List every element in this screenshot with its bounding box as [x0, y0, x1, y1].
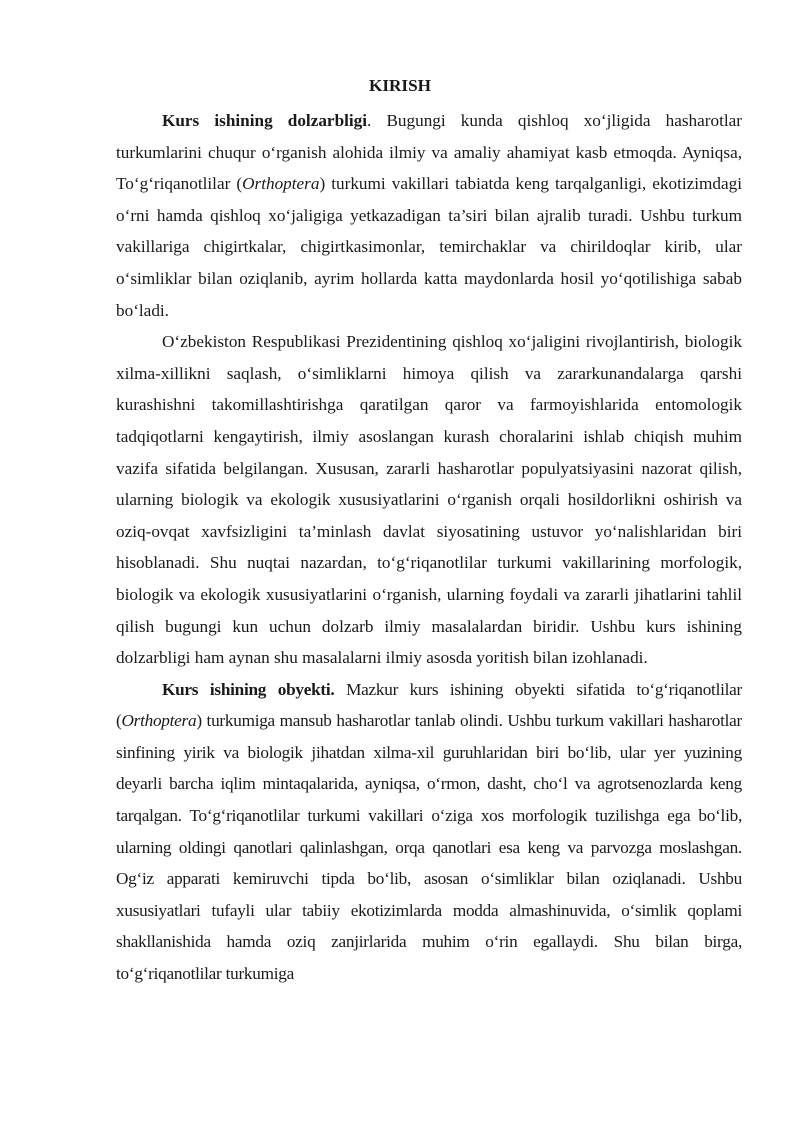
section-heading: KIRISH — [368, 76, 432, 95]
paragraph-policy: O‘zbekiston Respublikasi Prezidentining qishloq xo‘jaligini rivojlantirish, biologik xilma-xillikni saqlash, o‘simliklarni himoya qilish va zararkunandalarga qarshi kurashishni takomillashtirishga qaratilgan qaror va farmoyishlarida entomologik tadqiqotlarni kengaytirish, ilmiy asoslangan kurash choralarini ishlab chiqish muhim vazifa sifatida belgilangan. Xususan, zararli hasharotlar populyatsiyasini nazorat qilish, ularning biologik va ekologik xususiyatlarini o‘rganish orqali hosildorlikni oshirish va oziq-ovqat xavfsizligini ta’minlash davlat siyosatining ustuvor yo‘nalishlaridan biri hisoblanadi. Shu nuqtai nazardan, to‘g‘riqanotlilar turkumi vakillarining morfologik, biologik va ekologik xususiyatlarini o‘rganish, ularning foydali va zararli jihatlarini tahlil qilish bugungi kun uchun dolzarb ilmiy masalalardan biridir. Ushbu kurs ishining dolzarbligi ham aynan shu masalalarni ilmiy asosda yoritish bilan izohlanadi. — [116, 332, 742, 668]
paragraph-text: ) turkumiga mansub hasharotlar tanlab olindi. Ushbu turkum vakillari hasharotlar sinfining yirik va biologik jihatdan xilma-xil guruhlaridan biri bo‘lib, ular yer yuzining deyarli barcha iqlim mintaqalarida, ayniqsa, o‘rmon, dasht, cho‘l va agrotsenozlarda keng tarqalgan. To‘g‘riqanotlilar turkumi vakillari o‘ziga xos morfologik tuzilishga ega bo‘lib, ularning oldingi qanotlari qalinlashgan, orqa qanotlari esa keng va parvozga moslashgan. Og‘iz apparati kemiruvchi tipda bo‘lib, asosan o‘simliklar bilan oziqlanadi. Ushbu xususiyatlari tufayli ular tabiiy ekotizimlarda modda almashinuvida, o‘simlik qoplami shakllanishida hamda oziq zanjirlarida muhim o‘rin egallaydi. Shu bilan birga, to‘g‘riqanotlilar turkumiga — [116, 711, 742, 984]
paragraph-lead: Kurs ishining obyekti. — [162, 679, 335, 699]
paragraph-text: . Bugungi kunda qishloq xo‘jligida hasharotlar turkumlarini chuqur o‘rganish alohida ilmiy va amaliy ahamiyat kasb etmoqda. Ayniqsa, To‘g‘riqanotlilar ( — [116, 111, 742, 194]
paragraph-lead: Kurs ishining dolzarbligi — [162, 111, 368, 130]
paragraph-text: ) turkumi vakillari tabiatda keng tarqalganligi, ekotizimdagi o‘rni hamda qishloq xo‘jaligiga yetkazadigan ta’siri bilan ajralib turadi. Ushbu turkum vakillariga chigirtkalar, chigirtkasimonlar, temirchaklar va chirildoqlar kirib, ular o‘simliklar bilan oziqlanib, ayrim hollarda katta maydonlarda hosil yo‘qotilishiga sabab bo‘ladi. — [116, 174, 742, 320]
latin-term: Orthoptera — [242, 174, 320, 194]
paragraph-object — [116, 674, 742, 990]
paragraph-relevance — [116, 105, 742, 326]
paragraph-text: Mazkur kurs ishining obyekti sifatida to‘g‘riqanotlilar ( — [116, 679, 742, 731]
document-body — [116, 105, 742, 990]
latin-term: Orthoptera — [121, 711, 197, 731]
